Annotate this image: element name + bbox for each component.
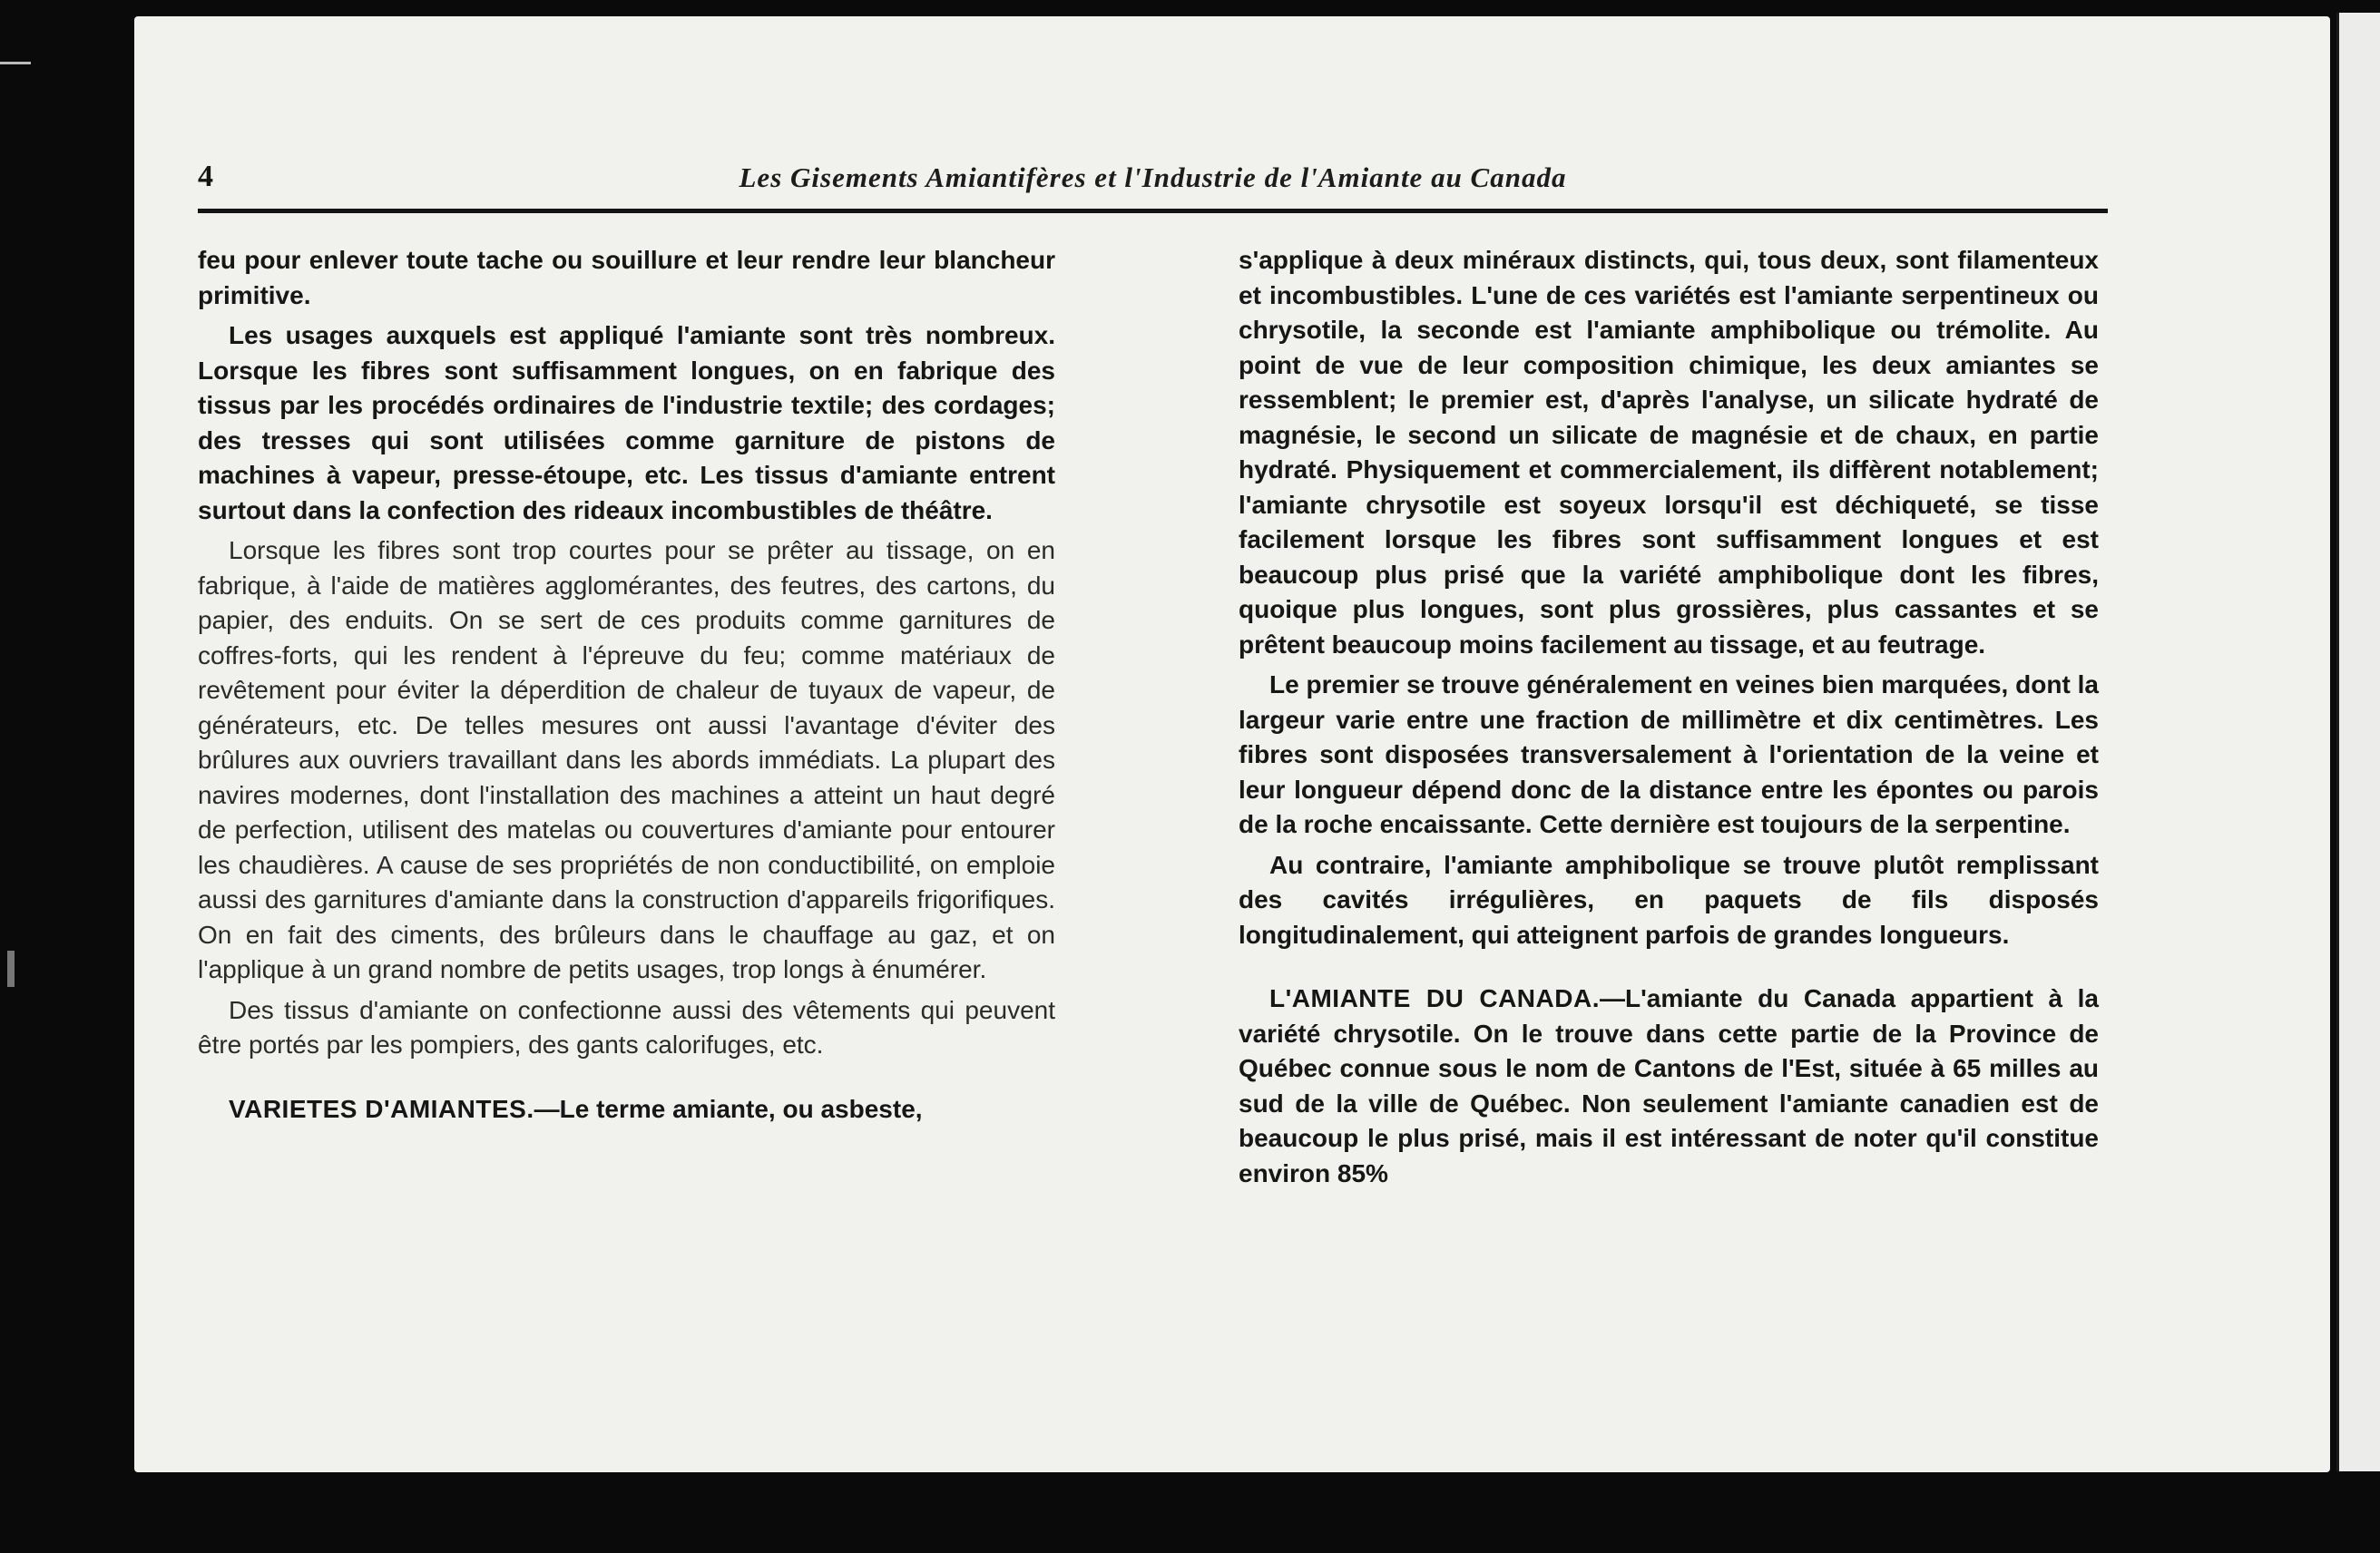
scan-artifact xyxy=(0,62,31,64)
page-number: 4 xyxy=(198,160,213,193)
header-rule xyxy=(198,209,2108,213)
section-heading: VARIETES D'AMIANTES. xyxy=(229,1094,534,1123)
scan-artifact xyxy=(7,951,15,987)
section-text: —L'amiante du Canada appartient à la variété chrysotile. On le trouve dans cette partie de la Province de Québec connue sous le nom de Cantons de l'Est, située à 65 milles au sud de la ville de Québec. Non seulement l'amiante canadien est de beaucoup le plus prisé, mais il est intéressant de noter qu'il constitue environ 85% xyxy=(1239,984,2099,1187)
adjacent-page-edge xyxy=(2336,13,2380,1471)
paragraph: Les usages auxquels est appliqué l'amiante sont très nombreux. Lorsque les fibres sont suffisamment longues, on en fabrique des tissus par les procédés ordinaires de l'industrie textile; des cordages; des tresses qui sont utilisées comme garniture de pistons de machines à vapeur, presse-étoupe, etc. Les tissus d'amiante entrent surtout dans la confection des rideaux incombustibles de théâtre. xyxy=(198,321,1055,524)
paragraph: s'applique à deux minéraux distincts, qui, tous deux, sont filamenteux et incombustibles. L'une de ces variétés est l'amiante serpentineux ou chrysotile, la seconde est l'amiante amphibolique ou trémolite. Au point de vue de leur composition chimique, les deux amiantes se ressemblent; le premier est, d'après l'analyse, un silicate hydraté de magnésie, le second un silicate de magnésie et de chaux, en partie hydraté. Physiquement et commercialement, ils diffèrent notablement; l'amiante chrysotile est soyeux lorsqu'il est déchiqueté, se tisse facilement lorsque les fibres sont suffisamment longues et est beaucoup plus prisé que la variété amphibolique dont les fibres, quoique plus longues, sont plus grossières, plus cassantes et se prêtent beaucoup moins facilement au tissage, et au feutrage. xyxy=(1239,246,2099,659)
paragraph: Des tissus d'amiante on confectionne aussi des vêtements qui peuvent être portés par les pompiers, des gants calorifuges, etc. xyxy=(198,995,1055,1059)
paragraph: Lorsque les fibres sont trop courtes pour se prêter au tissage, on en fabrique, à l'aide de matières agglomérantes, des feutres, des cartons, du papier, des enduits. On se sert de ces produits comme garnitures de coffres-forts, qui les rendent à l'épreuve du feu; comme matériaux de revêtement pour éviter la déperdition de chaleur de tuyaux de vapeur, de générateurs, etc. De telles mesures ont aussi l'avantage d'éviter des brûlures aux ouvriers travaillant dans les abords immédiats. La plupart des navires modernes, dont l'installation des machines a atteint un haut degré de perfection, utilisent des matelas ou couvertures d'amiante pour entourer les chaudières. A cause de ses propriétés de non conductibilité, on emploie aussi des garnitures d'amiante dans la construction d'appareils frigorifiques. On en fait des ciments, des brûleurs dans le chauffage au gaz, et on l'applique à un grand nombre de petits usages, trop longs à énumérer. xyxy=(198,536,1055,983)
paragraph: feu pour enlever toute tache ou souillure et leur rendre leur blancheur primitive. xyxy=(198,246,1055,309)
right-column xyxy=(1239,243,2099,1196)
spacer xyxy=(198,1069,1055,1092)
section-heading: L'AMIANTE DU CANADA. xyxy=(1269,984,1600,1012)
left-column xyxy=(198,243,1055,1132)
paragraph: Le premier se trouve généralement en veines bien marquées, dont la largeur varie entre une fraction de millimètre et dix centimètres. Les fibres sont disposées transversalement à l'orientation de la veine et leur longueur dépend donc de la distance entre les épontes ou parois de la roche encaissante. Cette dernière est toujours de la serpentine. xyxy=(1239,670,2099,838)
section-text: —Le terme amiante, ou asbeste, xyxy=(534,1094,923,1123)
section-paragraph xyxy=(1239,982,2099,1191)
section-paragraph xyxy=(198,1092,1055,1128)
running-title: Les Gisements Amiantifères et l'Industrie de l'Amiante au Canada xyxy=(739,161,1567,193)
page-header xyxy=(198,152,2108,207)
paragraph: Au contraire, l'amiante amphibolique se trouve plutôt remplissant des cavités irrégulières, en paquets de fils disposés longitudinalement, qui atteignent parfois de grandes longueurs. xyxy=(1239,850,2099,949)
spacer xyxy=(1239,958,2099,982)
